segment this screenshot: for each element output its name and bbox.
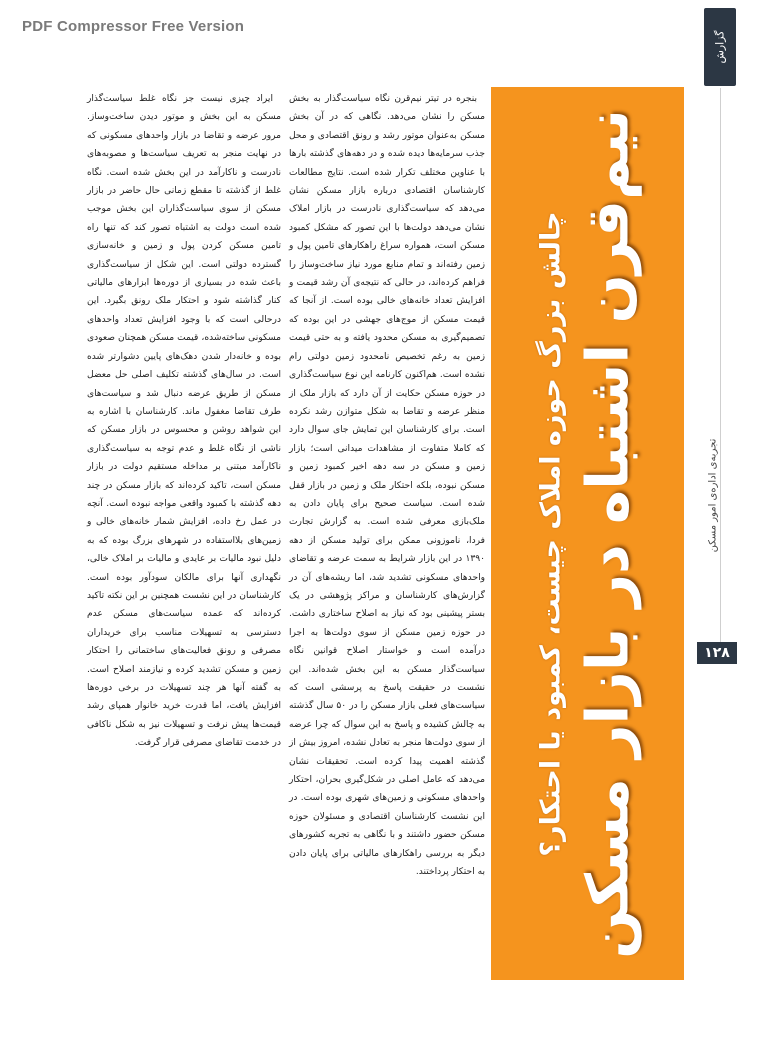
section-tab [704, 8, 736, 86]
title-block [535, 104, 640, 964]
body-text-right: بنجره در تیتر نیم‌قرن نگاه سیاست‌گذار به بخش مسکن را نشان می‌دهد. نگاهی که در آن بخش مسکن به‌عنوان موتور رشد و رونق اقتصادی و محل جذب سرمایه‌ها دیده شده و در دهه‌های گذشته بارها با عناوین مختلف تکرار شده است. نتایج مطالعات کارشناسان اقتصادی درباره بازار مسکن نشان می‌دهد که سیاست‌گذاری نادرست در بازار املاک نشان می‌دهد دولت‌ها با این تصور که مشکل کمبود مسکن است، همواره سراغ راهکارهای تامین پول و زمین رفته‌اند و تمام منابع مورد نیاز ساخت‌وساز را فراهم کرده‌اند، در حالی که نتیجه‌ی آن رشد قیمت و افزایش تعداد خانه‌های خالی بوده است. از آنجا که قیمت مسکن از موج‌های جهشی در این بوده که تصمیم‌گیری به مسکن محدود یافته و به حتی قیمت زمین به رغم تخصیص نامحدود زمین دولتی رام نشده است. هم‌اکنون کارنامه این نوع سیاست‌گذاری در حوزه مسکن حکایت از آن دارد که بازار ملک از منظر عرضه و تقاضا به شکل متوازن رشد نکرده است. برای کارشناسان این تمایش جای سوال دارد که کاملا متفاوت از مشاهدات میدانی است؛ بازار زمین و مسکن در سه دهه اخیر کمبود زمین و مسکن نبوده، بلکه احتکار ملک و زمین در بازار قفل شده است. سیاست صحیح برای پایان دادن به ملک‌بازی معرفی شده است. به گزارش تجارت فردا، ناموزونی ممکن برای تولید مسکن از دهه ۱۳۹۰ در این بازار شرایط به سمت عرضه و تقاضای واحدهای مسکونی تشدید شد، اما ریشه‌های آن در گزارش‌های کارشناسان و مراکز پژوهشی در یک بستر پیشینی بود که نیاز به اصلاح ساختاری داشت. در حوزه زمین مسکن از سوی دولت‌ها به اجرا درآمده است و خواستار اصلاح قوانین نگاه سیاست‌گذار مسکن به این بخش شده‌اند. این نشست در حقیقت پاسخ به پرسشی است که سیاست‌های فعلی بازار مسکن را در ۵۰ سال گذشته به چالش کشیده و پاسخ به این سوال که چرا عرضه از سوی دولت‌ها منجر به تعادل نشده، امروز بیش از گذشته اهمیت پیدا کرده است. تحقیقات نشان می‌دهد که عامل اصلی در شکل‌گیری بحران، احتکار واحدهای مسکونی و زمین‌های شهری بوده است. در این نشست کارشناسان اقتصادی و مسئولان حوزه مسکن حضور داشتند و با نگاهی به تجربه کشورهای دیگر به بررسی راهکارهای مالیاتی برای پایان دادن به احتکار پرداختند. [289, 94, 486, 878]
title-banner [491, 87, 684, 980]
body-text-left: ایراد چیزی نیست جز نگاه غلط سیاست‌گذار مسکن به این بخش و موتور دیدن ساخت‌وساز. مرور عرضه و تقاضا در بازار واحدهای مسکونی که در نهایت منجر به تعریف سیاست‌ها و مصوبه‌های نادرست و ناکارآمد در این بخش شده است. نگاه غلط از گذشته تا مقطع زمانی حال حاضر در بازار مسکن از سوی سیاست‌گذاران این بخش موجب شده است دولت به اشتباه تصور کند که تنها راه تامین مسکن کردن پول و زمین و خانه‌سازی گسترده دولتی است. این شکل از سیاست‌گذاری باعث شده در بسیاری از دوره‌ها ابزارهای مالیاتی کنار گذاشته شود و احتکار ملک رونق بگیرد. این درحالی است که با وجود افزایش تعداد واحدهای مسکونی ساخته‌شده، قیمت مسکن همچنان صعودی بوده و خانه‌دار شدن دهک‌های پایین دشوارتر شده است. در سال‌های گذشته تکلیف اصلی حل معضل مسکن از طریق عرضه دنبال شد و سیاست‌های طرف تقاضا مغفول ماند. کارشناسان با اشاره به این شواهد روشن و محسوس در بازار مسکن که ناشی از نگاه غلط و عدم توجه به سیاست‌گذاری ناکارآمد مبتنی بر مداخله مستقیم دولت در بازار مسکن است، تاکید کرده‌اند که بازار مسکن در چند دهه گذشته با کمبود واقعی مواجه نبوده است. آنچه در عمل رخ داده، افزایش شمار خانه‌های خالی و زمین‌های بلااستفاده در شهرهای بزرگ بوده که به دلیل نبود مالیات بر عایدی و مالیات بر املاک خالی، نگهداری آنها برای مالکان سودآور بوده است. کارشناسان در این نشست همچنین بر این نکته تاکید کرده‌اند که عمده سیاست‌های مسکن عدم دسترسی به تسهیلات مناسب برای خریداران مصرفی و رونق فعالیت‌های ساختمانی را احتکار زمین و مسکن تشدید کرده و نیازمند اصلاح است. به گفته آنها هر چند تسهیلات در برخی دوره‌ها افزایش یافت، اما قدرت خرید خانوار همپای رشد قیمت‌ها پیش نرفت و تسهیلات نیز به شکل ناکافی در خدمت تقاضای مصرفی قرار گرفت. [87, 94, 281, 749]
body-column-left [87, 90, 281, 970]
article-subtitle: چالش بزرگ حوزه املاک چیست، کمبود یا احتکار؟ [535, 210, 567, 857]
body-column-right [289, 90, 485, 970]
running-head [693, 350, 733, 640]
page-number: ۱۲۸ [697, 642, 737, 664]
running-head-text: تجربه‌ی اداره‌ی امور مسکن [707, 438, 719, 552]
article-title: نیم‌قرن اشتباه در بازار مسکن [573, 108, 642, 959]
section-tab-label: گزارش [713, 30, 727, 64]
watermark-text: PDF Compressor Free Version [22, 18, 245, 35]
